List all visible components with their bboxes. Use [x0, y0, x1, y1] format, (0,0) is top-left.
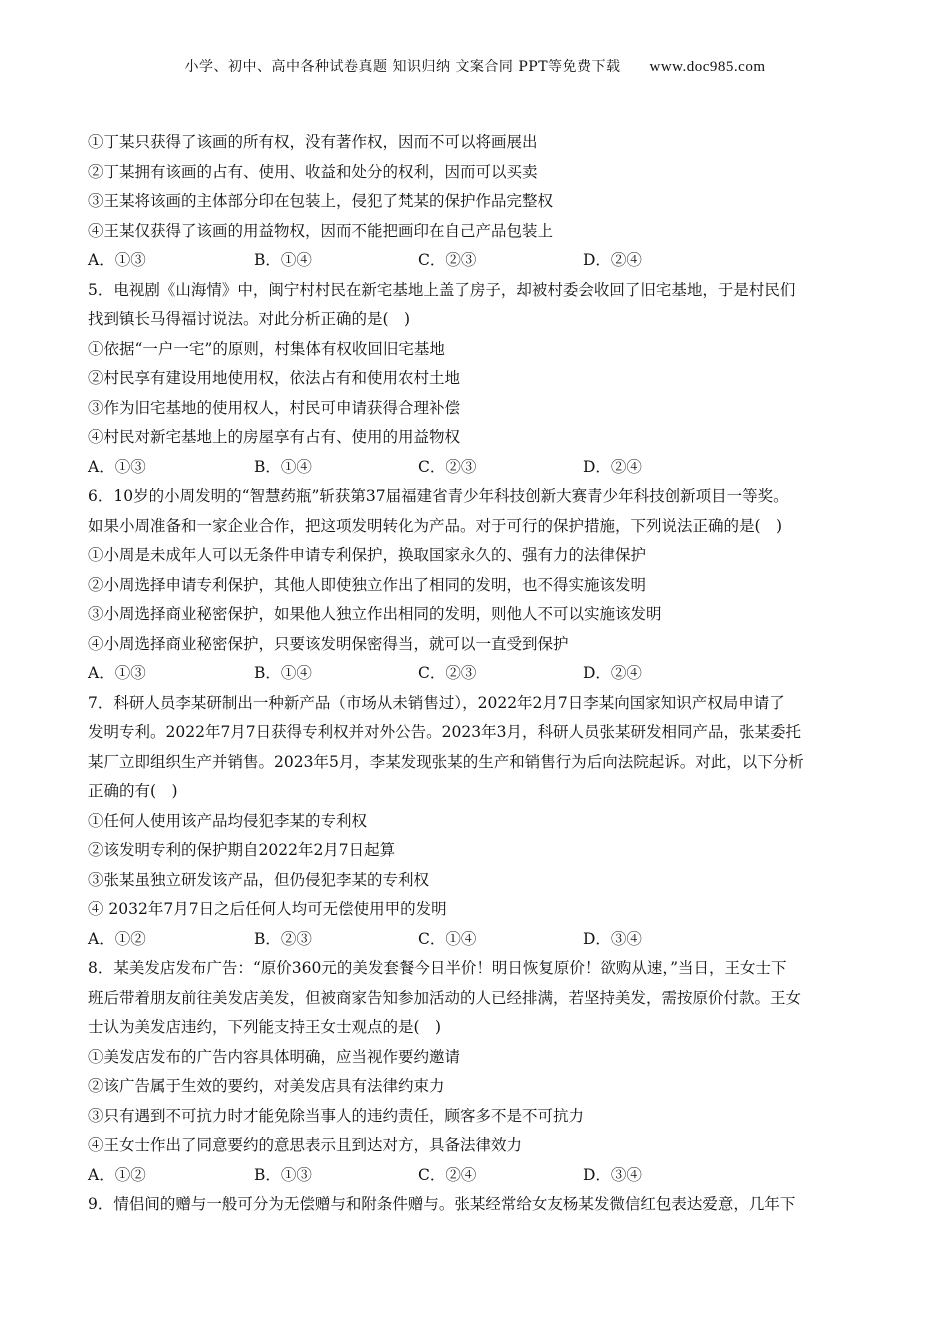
q7-option-c: C．①④ [418, 929, 477, 948]
q5-option-a: A．①③ [88, 457, 146, 476]
q4-item-3: ③王某将该画的主体部分印在包装上，侵犯了梵某的保护作品完整权 [88, 192, 554, 210]
q7-item-2: ②该发明专利的保护期自2022年2月7日起算 [88, 841, 396, 859]
q5-item-1: ①依据“一户一宅”的原则，村集体有权收回旧宅基地 [88, 339, 445, 358]
q4-option-a: A．①③ [88, 251, 146, 269]
q8-item-3: ③只有遇到不可抗力时才能免除当事人的违约责任，顾客多不是不可抗力 [88, 1106, 585, 1125]
q7-stem-4: 正确的有( ) [88, 782, 178, 800]
q6-option-b: B．①④ [254, 664, 312, 682]
question-5 [88, 276, 868, 483]
question-9 [88, 1190, 868, 1220]
q8-stem-3: 士认为美发店违约，下列能支持王女士观点的是( ) [88, 1018, 442, 1036]
q6-option-d: D．②④ [583, 664, 642, 682]
header-text: 小学、初中、高中各种试卷真题 知识归纳 文案合同 PPT等免费下载 [184, 59, 621, 75]
q7-item-1: ①任何人使用该产品均侵犯李某的专利权 [88, 811, 368, 830]
q5-option-b: B．①④ [254, 457, 312, 476]
q4-options [88, 246, 868, 276]
q6-options [88, 659, 868, 689]
question-7 [88, 689, 868, 955]
q6-item-1: ①小周是未成年人可以无条件申请专利保护，换取国家永久的、强有力的法律保护 [88, 546, 647, 564]
q4-item-4: ④王某仅获得了该画的用益物权，因而不能把画印在自己产品包装上 [88, 221, 554, 240]
q7-stem-1: 7．科研人员李某研制出一种新产品（市场从未销售过），2022年2月7日李某向国家知识产权局申请了 [88, 693, 785, 712]
q7-item-4: ④ 2032年7月7日之后任何人均可无偿使用甲的发明 [88, 900, 447, 918]
question-content [88, 128, 868, 1220]
q5-stem-1: 5．电视剧《山海情》中，闽宁村村民在新宅基地上盖了房子，却被村委会收回了旧宅基地，于是村民们 [88, 280, 796, 299]
q5-item-4: ④村民对新宅基地上的房屋享有占有、使用的用益物权 [88, 428, 461, 446]
q7-stem-3: 某厂立即组织生产并销售。2023年5月，李某发现张某的生产和销售行为后向法院起诉。对此，以下分析 [88, 752, 804, 771]
q7-option-a: A．①② [88, 929, 146, 948]
q5-stem-2: 找到镇长马得福讨说法。对此分析正确的是( ) [88, 310, 411, 328]
page-header [0, 56, 950, 76]
q8-item-4: ④王女士作出了同意要约的意思表示且到达对方，具备法律效力 [88, 1136, 523, 1154]
q9-stem-1: 9．情侣间的赠与一般可分为无偿赠与和附条件赠与。张某经常给女友杨某发微信红包表达爱意，几年下 [88, 1195, 796, 1213]
question-4 [88, 128, 868, 276]
q8-stem-2: 班后带着朋友前往美发店美发，但被商家告知参加活动的人已经排满，若坚持美发，需按原价付款。王女 [88, 988, 802, 1007]
q7-options [88, 925, 868, 955]
q8-option-b: B．①③ [254, 1165, 312, 1184]
q6-item-2: ②小周选择申请专利保护，其他人即使独立作出了相同的发明，也不得实施该发明 [88, 575, 647, 594]
q6-option-a: A．①③ [88, 664, 146, 682]
question-6 [88, 482, 868, 689]
q4-item-1: ①丁某只获得了该画的所有权，没有著作权，因而不可以将画展出 [88, 133, 538, 151]
q5-options [88, 453, 868, 483]
q5-item-3: ③作为旧宅基地的使用权人，村民可申请获得合理补偿 [88, 398, 461, 417]
q8-option-c: C．②④ [418, 1165, 477, 1184]
q6-stem-1: 6．10岁的小周发明的“智慧药瓶”斩获第37届福建省青少年科技创新大赛青少年科技创新项目一等奖。 [88, 487, 789, 505]
q8-option-a: A．①② [88, 1165, 146, 1184]
q5-option-c: C．②③ [418, 457, 477, 476]
q4-option-d: D．②④ [583, 251, 642, 269]
q7-option-d: D．③④ [583, 929, 642, 948]
q4-item-2: ②丁某拥有该画的占有、使用、收益和处分的权利，因而可以买卖 [88, 162, 538, 181]
q6-option-c: C．②③ [418, 664, 477, 682]
q7-stem-2: 发明专利。2022年7月7日获得专利权并对外公告。2023年3月，科研人员张某研发相同产品，张某委托 [88, 723, 801, 741]
q8-stem-1: 8．某美发店发布广告：“原价360元的美发套餐今日半价！明日恢复原价！欲购从速，”当日，王女士下 [88, 959, 787, 977]
q8-option-d: D．③④ [583, 1165, 642, 1184]
q6-item-3: ③小周选择商业秘密保护，如果他人独立作出相同的发明，则他人不可以实施该发明 [88, 605, 662, 623]
q8-item-1: ①美发店发布的广告内容具体明确，应当视作要约邀请 [88, 1047, 461, 1066]
q7-option-b: B．②③ [254, 929, 312, 948]
q8-item-2: ②该广告属于生效的要约，对美发店具有法律约束力 [88, 1077, 445, 1095]
q7-item-3: ③张某虽独立研发该产品，但仍侵犯李某的专利权 [88, 870, 430, 889]
question-8 [88, 954, 868, 1190]
header-site-url[interactable]: www.doc985.com [649, 59, 766, 75]
q5-item-2: ②村民享有建设用地使用权，依法占有和使用农村土地 [88, 369, 461, 387]
q4-option-c: C．②③ [418, 251, 477, 269]
q6-item-4: ④小周选择商业秘密保护，只要该发明保密得当，就可以一直受到保护 [88, 634, 569, 653]
q6-stem-2: 如果小周准备和一家企业合作，把这项发明转化为产品。对于可行的保护措施，下列说法正确的是( ) [88, 516, 783, 535]
q8-options [88, 1161, 868, 1191]
q5-option-d: D．②④ [583, 457, 642, 476]
q4-option-b: B．①④ [254, 251, 312, 269]
